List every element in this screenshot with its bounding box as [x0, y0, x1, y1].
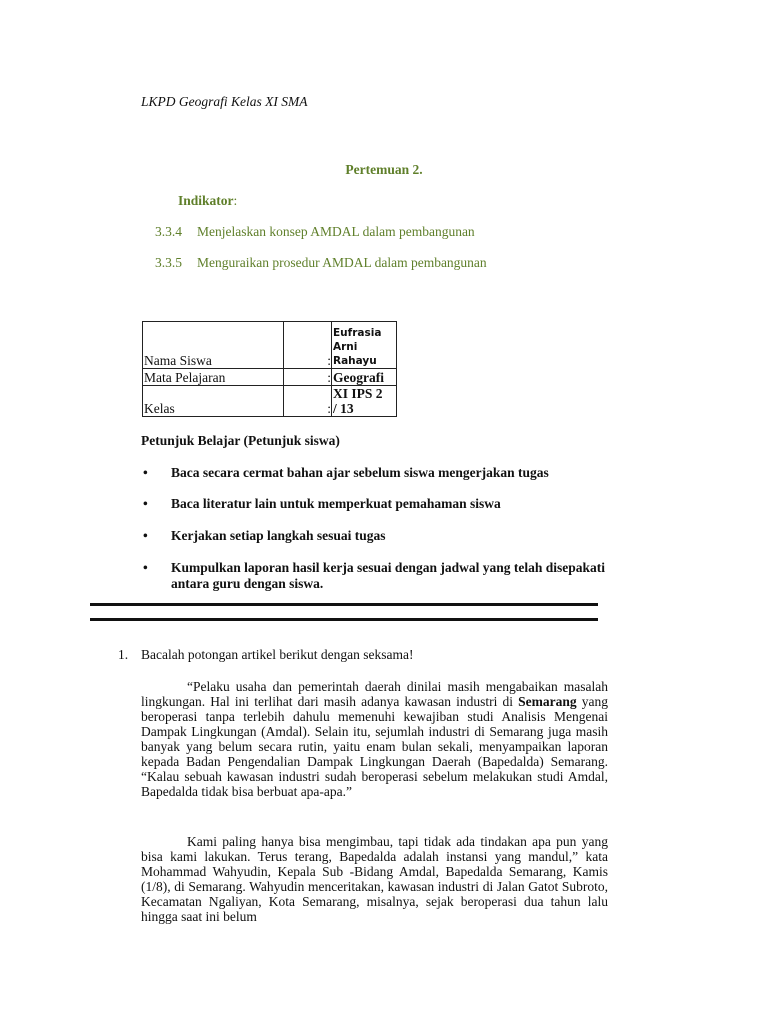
indicator-item	[155, 255, 487, 271]
meeting-title: Pertemuan 2.	[345, 162, 423, 177]
divider	[90, 603, 598, 606]
article-paragraph-1: “Pelaku usaha dan pemerintah daerah dinilai masih mengabaikan masalah lingkungan. Hal ini terlihat dari masih adanya kawasan industri di Semarang yang beroperasi tanpa terlebih dahulu memenuhi kewajiban studi Analisis Mengenai Dampak Lingkungan (Amdal). Selain itu, sejumlah industri di Semarang juga masih banyak yang belum secara rutin, yaitu enam bulan sekali, menyampaikan laporan kepada Badan Pengendalian Dampak Lingkungan Daerah (Bapedalda) Semarang. “Kalau sebuah kawasan industri sudah beroperasi sebelum melakukan studi Amdal, Bapedalda tidak bisa berbuat apa-apa.”	[141, 679, 608, 799]
document-header-title: LKPD Geografi Kelas XI SMA	[141, 94, 308, 109]
list-item-text: Baca secara cermat bahan ajar sebelum siswa mengerjakan tugas	[171, 465, 549, 480]
list-item-text: Baca literatur lain untuk memperkuat pemahaman siswa	[171, 496, 501, 511]
bullet-icon: •	[143, 560, 148, 575]
task-instruction-text: Bacalah potongan artikel berikut dengan seksama!	[141, 647, 414, 662]
indicator-heading	[178, 193, 237, 209]
task-number: 1.	[118, 647, 129, 662]
bullet-icon: •	[143, 528, 148, 543]
student-name-label: Nama Siswa	[143, 322, 284, 369]
subject-label: Mata Pelajaran	[143, 369, 284, 386]
task-instruction	[118, 647, 414, 663]
bullet-icon: •	[143, 496, 148, 511]
indicator-item-number: 3.3.5	[155, 255, 182, 270]
subject-value: Geografi	[332, 369, 397, 386]
indicator-colon: :	[233, 193, 238, 208]
indicator-label: Indikator	[178, 193, 234, 208]
table-colon: :	[284, 369, 332, 386]
indicator-item-number: 3.3.4	[155, 224, 182, 239]
indicator-item-text: Menjelaskan konsep AMDAL dalam pembangunan	[197, 224, 475, 239]
table-colon: :	[284, 322, 332, 369]
divider	[90, 618, 598, 621]
indicator-item	[155, 224, 475, 240]
table-colon: :	[284, 386, 332, 417]
table-row	[143, 322, 397, 369]
student-info-table	[142, 321, 397, 417]
study-guide-title: Petunjuk Belajar (Petunjuk siswa)	[141, 433, 340, 448]
table-row	[143, 369, 397, 386]
student-name-value: Eufrasia Arni Rahayu	[332, 322, 397, 369]
bullet-icon: •	[143, 465, 148, 480]
class-value: XI IPS 2 / 13	[332, 386, 397, 417]
indicator-item-text: Menguraikan prosedur AMDAL dalam pembangunan	[197, 255, 487, 270]
list-item-text: Kerjakan setiap langkah sesuai tugas	[171, 528, 386, 543]
list-item-text: Kumpulkan laporan hasil kerja sesuai dengan jadwal yang telah disepakati antara guru dengan siswa.	[171, 560, 605, 591]
highlight-city: Semarang	[518, 694, 577, 709]
article-paragraph-2: Kami paling hanya bisa mengimbau, tapi tidak ada tindakan apa pun yang bisa kami lakukan. Terus terang, Bapedalda adalah instansi yang mandul,” kata Mohammad Wahyudin, Kepala Sub -Bidang Amdal, Bapedalda Semarang, Kamis (1/8), di Semarang. Wahyudin menceritakan, kawasan industri di Jalan Gatot Subroto, Kecamatan Ngaliyan, Kota Semarang, misalnya, sejak beroperasi dua tahun lalu hingga saat ini belum	[141, 834, 608, 924]
class-label: Kelas	[143, 386, 284, 417]
table-row	[143, 386, 397, 417]
